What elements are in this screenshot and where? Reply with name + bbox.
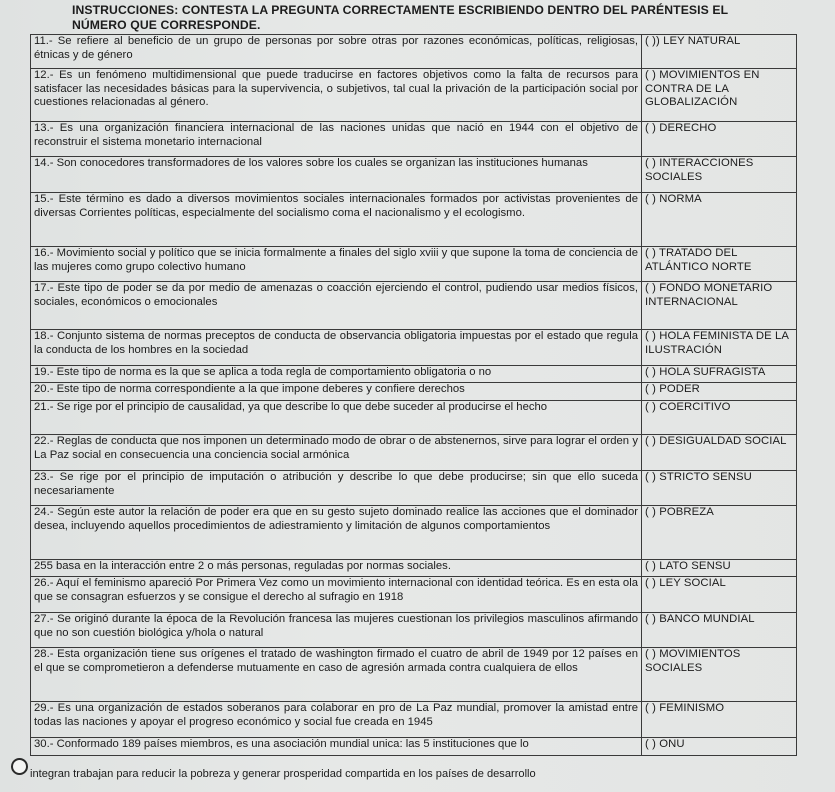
instructions-text: INSTRUCCIONES: CONTESTA LA PREGUNTA CORRECTAMENTE ESCRIBIENDO DENTRO DEL PARÉNTESIS EL NÚMERO QUE CORRESPONDE. [72, 3, 728, 32]
table-row [31, 282, 797, 330]
question-cell: 14.- Son conocedores transformadores de los valores sobre los cuales se organizan las instituciones humanas [31, 157, 642, 193]
circle-icon [11, 758, 28, 775]
question-cell: 22.- Reglas de conducta que nos imponen un determinado modo de obrar o de abstenernos, sirve para lograr el orden y La Paz social en consecuencia una conciencia social armónica [31, 435, 642, 471]
answer-cell[interactable]: ( ) COERCITIVO [642, 401, 797, 435]
answer-cell[interactable]: ( ) POBREZA [642, 506, 797, 560]
question-cell: 24.- Según este autor la relación de poder era que en su gesto sujeto dominado realice las acciones que el dominador desea, incluyendo aquellos procedimientos de adiestramiento y limitación de algunos comportamientos [31, 506, 642, 560]
question-cell: 20.- Este tipo de norma correspondiente a la que impone deberes y confiere derechos [31, 383, 642, 401]
answer-cell[interactable]: ( ) BANCO MUNDIAL [642, 613, 797, 648]
table-row [31, 366, 797, 383]
question-cell: 13.- Es una organización financiera internacional de las naciones unidas que nació en 1944 con el objetivo de reconstruir el sistema monetario internacional [31, 122, 642, 157]
answer-cell[interactable]: ( ) FEMINISMO [642, 702, 797, 738]
answer-cell[interactable]: ( ) DERECHO [642, 122, 797, 157]
table-row [31, 738, 797, 756]
question-cell: 30.- Conformado 189 países miembros, es una asociación mundial unica: las 5 instituciones que lo [31, 738, 642, 756]
answer-cell[interactable]: ( ) MOVIMIENTOS EN CONTRA DE LA GLOBALIZACIÓN [642, 69, 797, 122]
question-cell: 16.- Movimiento social y político que se inicia formalmente a finales del siglo xviii y que supone la toma de conciencia de las mujeres como grupo colectivo humano [31, 247, 642, 282]
table-row [31, 560, 797, 577]
answer-cell[interactable]: ( ) NORMA [642, 193, 797, 247]
answer-cell[interactable]: ( ) LATO SENSU [642, 560, 797, 577]
question-cell: 21.- Se rige por el principio de causalidad, ya que describe lo que debe suceder al producirse el hecho [31, 401, 642, 435]
table-row [31, 506, 797, 560]
question-cell: 28.- Esta organización tiene sus orígenes el tratado de washington firmado el cuatro de abril de 1949 por 12 países en el que se comprometieron a defenderse mutuamente en caso de agresión armada contra cualquiera de ellos [31, 648, 642, 702]
question-cell: 255 basa en la interacción entre 2 o más personas, reguladas por normas sociales. [31, 560, 642, 577]
answer-cell[interactable]: ( ) HOLA SUFRAGISTA [642, 366, 797, 383]
question-cell: 23.- Se rige por el principio de imputación o atribución y describe lo que debe producirse; sin que ello suceda necesariamente [31, 471, 642, 506]
table-row [31, 648, 797, 702]
question-cell: 19.- Este tipo de norma es la que se aplica a toda regla de comportamiento obligatoria o no [31, 366, 642, 383]
question-cell: 18.- Conjunto sistema de normas preceptos de conducta de observancia obligatoria impuestas por el estado que regula la conducta de los hombres en la sociedad [31, 330, 642, 366]
question-cell: 15.- Este término es dado a diversos movimientos sociales internacionales formados por activistas provenientes de diversas Corrientes políticas, especialmente del socialismo coma el nacionalismo y el ecologismo. [31, 193, 642, 247]
question-cell: 29.- Es una organización de estados soberanos para colaborar en pro de La Paz mundial, promover la amistad entre todas las naciones y apoyar el progreso económico y social fue creada en 1945 [31, 702, 642, 738]
table-row [31, 401, 797, 435]
matching-table [30, 34, 797, 756]
table-row [31, 157, 797, 193]
answer-cell[interactable]: ( ) MOVIMIENTOS SOCIALES [642, 648, 797, 702]
footer-text: integran trabajan para reducir la pobreza y generar prosperidad compartida en los países de desarrollo [30, 768, 536, 780]
table-row [31, 35, 797, 69]
answer-cell[interactable]: ( ) HOLA FEMINISTA DE LA ILUSTRACIÓN [642, 330, 797, 366]
answer-cell[interactable]: ( ) STRICTO SENSU [642, 471, 797, 506]
table-row [31, 577, 797, 613]
question-cell: 26.- Aquí el feminismo apareció Por Primera Vez como un movimiento internacional con identidad teórica. Es en esta ola que se consagran esfuerzos y se consigue el derecho al sufragio en 1918 [31, 577, 642, 613]
question-cell: 17.- Este tipo de poder se da por medio de amenazas o coacción ejerciendo el control, pudiendo usar medios físicos, sociales, económicos o emocionales [31, 282, 642, 330]
table-row [31, 471, 797, 506]
answer-cell[interactable]: ( ) ONU [642, 738, 797, 756]
table-row [31, 69, 797, 122]
answer-cell[interactable]: ( ) INTERACCIONES SOCIALES [642, 157, 797, 193]
answer-cell[interactable]: ( ) TRATADO DEL ATLÁNTICO NORTE [642, 247, 797, 282]
table-row [31, 247, 797, 282]
table-row [31, 702, 797, 738]
answer-cell[interactable]: ( ) LEY SOCIAL [642, 577, 797, 613]
table-row [31, 435, 797, 471]
answer-cell[interactable]: ( ) DESIGUALDAD SOCIAL [642, 435, 797, 471]
answer-cell[interactable]: ( )) LEY NATURAL [642, 35, 797, 69]
table-row [31, 330, 797, 366]
question-cell: 12.- Es un fenómeno multidimensional que puede traducirse en factores objetivos como la falta de recursos para satisfacer las necesidades básicas para la supervivencia, o subjetivos, tal cual la privación de la participación social por cuestiones relacionadas al género. [31, 69, 642, 122]
answer-cell[interactable]: ( ) PODER [642, 383, 797, 401]
question-cell: 27.- Se originó durante la época de la Revolución francesa las mujeres cuestionan los privilegios masculinos afirmando que no son cuestión biológica y/hola o natural [31, 613, 642, 648]
table-row [31, 383, 797, 401]
table-row [31, 122, 797, 157]
table-row [31, 193, 797, 247]
table-row [31, 613, 797, 648]
answer-cell[interactable]: ( ) FONDO MONETARIO INTERNACIONAL [642, 282, 797, 330]
question-cell: 11.- Se refiere al beneficio de un grupo de personas por sobre otras por razones económicas, políticas, religiosas, étnicas y de género [31, 35, 642, 69]
